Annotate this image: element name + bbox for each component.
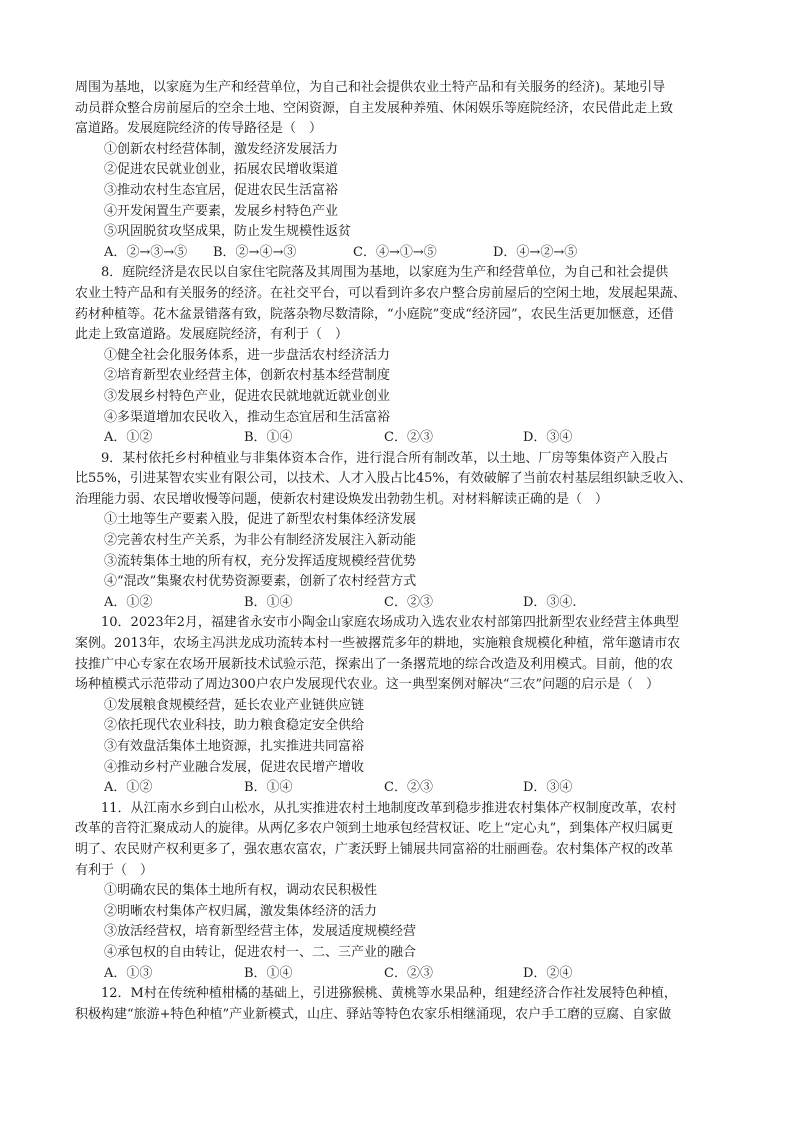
option-item-1: ①土地等生产要素入股，促进了新型农村集体经济发展: [104, 512, 417, 528]
question-stem-line: 案例。2013年，农场主冯洪龙成功流转本村一些被撂荒多年的耕地，实施粮食规模化种植，常年邀请市农: [75, 636, 681, 652]
choice-d[interactable]: D．②④: [523, 965, 573, 981]
option-item-2: ②明晰农村集体产权归属，激发集体经济的活力: [104, 903, 378, 919]
choice-c[interactable]: C．④→①→⑤: [353, 244, 437, 260]
question-12: [75, 984, 725, 1025]
option-item-4: ④承包权的自由转让，促进农村一、二、三产业的融合: [104, 944, 417, 960]
option-item-4: ④多渠道增加农民收入，推动生态宜居和生活富裕: [104, 409, 391, 425]
choice-a[interactable]: A．①②: [104, 594, 153, 610]
question-stem-line: 10．2023年2月，福建省永安市小陶金山家庭农场成功入选农业农村部第四批新型农业经营主体典型: [101, 615, 679, 631]
question-stem-line: 农业土特产品和有关服务的经济。在社交平台，可以看到许多农户整合房前屋后的空闲土地，发展起果蔬、: [75, 285, 687, 301]
option-item-3: ③流转集体土地的所有权，充分发挥适度规模经营优势: [104, 553, 417, 569]
question-11: [75, 799, 725, 984]
choice-a[interactable]: A．①③: [104, 965, 153, 981]
option-item-4: ④“混改”集聚农村优势资源要素，创新了农村经营方式: [104, 574, 417, 590]
answer-choices: [75, 243, 725, 264]
option-item-3: ③有效盘活集体土地资源，扎实推进共同富裕: [104, 739, 365, 754]
choice-c[interactable]: C．②③: [384, 594, 433, 610]
question-stem-line: 12．M村在传统种植柑橘的基础上，引进猕猴桃、黄桃等水果品种，组建经济合作社发展特色种植，: [101, 986, 677, 1002]
question-stem-line: 治理能力弱、农民增收慢等问题，使新农村建设焕发出勃勃生机。对材料解读正确的是（ ）: [75, 491, 609, 507]
choice-b[interactable]: B．①④: [244, 965, 293, 981]
question-8: [75, 263, 725, 448]
option-item-1: ①健全社会化服务体系，进一步盘活农村经济活力: [104, 347, 391, 363]
option-item-3: ③放活经营权，培育新型经营主体，发展适度规模经营: [104, 924, 417, 940]
answer-choices: [75, 428, 725, 449]
question-stem-line: 改革的音符汇聚成动人的旋律。从两亿多农户领到土地承包经营权证、吃上“定心丸”，到集体产权归属更: [75, 821, 674, 837]
choice-c[interactable]: C．②③: [384, 780, 433, 796]
choice-a[interactable]: A．②→③→⑤: [104, 244, 188, 260]
option-item-3: ③发展乡村特色产业，促进农民就地就近就业创业: [104, 388, 391, 404]
exam-page: [75, 78, 725, 1025]
option-item-1: ①发展粮食规模经营，延长农业产业链供应链: [104, 697, 365, 713]
question-stem-line: 技推广中心专家在农场开展新技术试验示范，探索出了一条撂荒地的综合改造及利用模式。目前，他的农: [75, 656, 674, 672]
question-7-continued: [75, 78, 725, 263]
question-stem-line: 药材种植等。花木盆景错落有致，院落杂物尽数清除，“小庭院”变成“经济园”，农民生活更加惬意，还借: [75, 306, 674, 322]
option-item-5: ⑤巩固脱贫攻坚成果，防止发生规模性返贫: [104, 224, 352, 240]
question-stem-line: 有利于（ ）: [75, 862, 154, 878]
choice-c[interactable]: C．②③: [384, 965, 433, 981]
choice-d[interactable]: D．③④.: [523, 594, 577, 610]
question-stem-line: 此走上致富道路。发展庭院经济，有利于（ ）: [75, 327, 349, 343]
question-stem-line: 积极构建“旅游+特色种植”产业新模式，山庄、驿站等特色农家乐相继涌现，农户手工磨的豆腐、自家做: [75, 1006, 672, 1022]
question-10: [75, 613, 725, 798]
choice-b[interactable]: B．①④: [244, 430, 293, 446]
answer-choices: [75, 964, 725, 985]
choice-c[interactable]: C．②③: [384, 430, 433, 446]
option-item-2: ②培育新型农业经营主体，创新农村基本经营制度: [104, 368, 391, 384]
question-stem-line: 明了、农民财产权利更多了，强农惠农富农，广袤沃野上铺展共同富裕的壮丽画卷。农村集体产权的改革: [75, 841, 674, 857]
option-item-3: ③推动农村生态宜居，促进农民生活富裕: [104, 182, 339, 198]
option-item-2: ②完善农村生产关系，为非公有制经济发展注入新动能: [104, 533, 417, 549]
option-item-1: ①明确农民的集体土地所有权，调动农民积极性: [104, 883, 378, 899]
choice-d[interactable]: D．④→②→⑤: [493, 244, 578, 260]
answer-choices: [75, 593, 725, 614]
option-item-2: ②促进农民就业创业，拓展农民增收渠道: [104, 162, 339, 178]
question-stem-line: 富道路。发展庭院经济的传导路径是（ ）: [75, 121, 323, 137]
question-stem-line: 8．庭院经济是农民以自家住宅院落及其周围为基地，以家庭为生产和经营单位，为自己和社会提供: [101, 265, 669, 281]
question-stem-line: 动员群众整合房前屋后的空余土地、空闲资源，自主发展种养殖、休闲娱乐等庭院经济，农民借此走上致: [75, 100, 674, 116]
choice-d[interactable]: D．③④: [523, 780, 573, 796]
question-9: [75, 449, 725, 614]
option-item-4: ④开发闲置生产要素，发展乡村特色产业: [104, 203, 339, 219]
question-stem-line: 9．某村依托乡村种植业与非集体资本合作，进行混合所有制改革，以土地、厂房等集体资产入股占: [101, 450, 669, 466]
question-stem-line: 11．从江南水乡到白山松水，从扎实推进农村土地制度改革到稳步推进农村集体产权制度改革，农村: [101, 800, 677, 816]
choice-b[interactable]: B．①④: [244, 780, 293, 796]
choice-d[interactable]: D．③④: [523, 430, 573, 446]
question-stem-line: 场种植模式示范带动了周边300户农户发展现代农业。这一典型案例对解决“三农”问题的启示是（ ）: [75, 677, 660, 693]
option-item-2: ②依托现代农业科技，助力粮食稳定安全供给: [104, 718, 365, 734]
choice-b[interactable]: B．②→④→③: [213, 244, 297, 260]
answer-choices: [75, 778, 725, 799]
choice-a[interactable]: A．①②: [104, 780, 153, 796]
question-stem-line: 周围为基地，以家庭为生产和经营单位，为自己和社会提供农业土特产品和有关服务的经济)。某地引导: [75, 80, 666, 95]
option-item-1: ①创新农村经营体制，激发经济发展活力: [104, 141, 339, 157]
option-item-4: ④推动乡村产业融合发展，促进农民增产增收: [104, 759, 365, 775]
choice-b[interactable]: B．①④: [244, 594, 293, 610]
question-stem-line: 比55%，引进某智农实业有限公司，以技术、人才入股占比45%，有效破解了当前农村基层组织缺乏收入、: [75, 471, 692, 487]
choice-a[interactable]: A．①②: [104, 430, 153, 446]
